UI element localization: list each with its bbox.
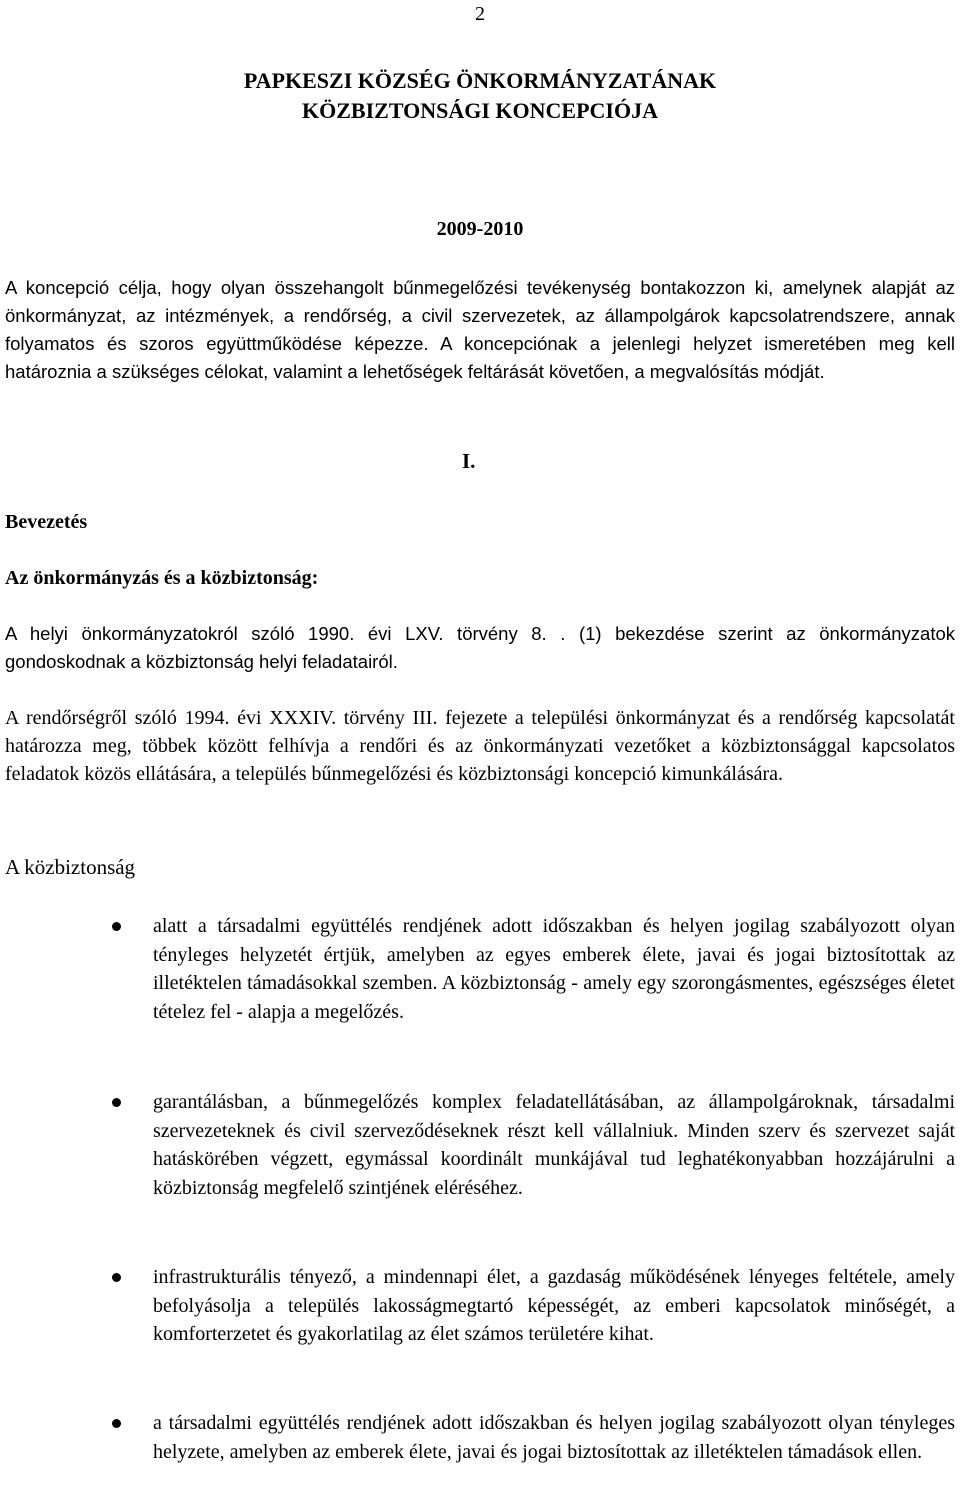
bullet-icon bbox=[112, 1273, 121, 1282]
document-title-line-1: PAPKESZI KÖZSÉG ÖNKORMÁNYZATÁNAK bbox=[243, 68, 717, 93]
bullet-item-2: garantálásban, a bűnmegelőzés komplex feladatellátásában, az állampolgároknak, társadalmi szervezeteknek és civil szerveződéseknek részt kell vállalniuk. Minden szerv és szervezet saját hatáskörében végzett, egymással koordinált munkájával tud leghatékonyabban hozzájárulni a közbiztonság megfelelő szintjének eléréséhez. bbox=[153, 1091, 955, 1199]
bullet-item-1: alatt a társadalmi együttélés rendjének adott időszakban és helyen jogilag szabályozott olyan tényleges helyzetét értjük, amelyben az egyes emberek élete, javai és jogai biztosítottak az illetéktelen támadásokkal szemben. A közbiztonság - amely egy szorongásmentes, egészséges életet tételez fel - alapja a megelőzés. bbox=[153, 915, 955, 1023]
bullet-item-3: infrastrukturális tényező, a mindennapi élet, a gazdaság működésének lényeges feltétele, amely befolyásolja a település lakosságmegtartó képességét, az emberi kapcsolatok minőségét, a komforterzetet és gyakorlatilag az élet számos területére kihat. bbox=[153, 1266, 955, 1346]
document-title-line-2: KÖZBIZTONSÁGI KONCEPCIÓJA bbox=[302, 98, 658, 123]
section-heading-bevezetes: Bevezetés bbox=[5, 511, 88, 533]
bullet-icon bbox=[112, 922, 121, 931]
law-1990-paragraph: A helyi önkormányzatokról szóló 1990. évi LXV. törvény 8. . (1) bekezdése szerint az önkormányzatok gondoskodnak a közbiztonság helyi feladatairól. bbox=[5, 623, 955, 672]
law-1994-paragraph: A rendőrségről szóló 1994. évi XXXIV. törvény III. fejezete a települési önkormányzat és a rendőrség kapcsolatát határozza meg, többek között felhívja a rendőri és az önkormányzati vezetőket a közbiztonsággal kapcsolatos feladatok közös ellátására, a település bűnmegelőzési és közbiztonsági koncepció kimunkálására. bbox=[5, 707, 955, 785]
bullet-icon bbox=[112, 1098, 121, 1107]
section-heading-onkormanyzas: Az önkormányzás és a közbiztonság: bbox=[5, 567, 319, 589]
bullet-item-4: a társadalmi együttélés rendjének adott időszakban és helyen jogilag szabályozott olyan tényleges helyzete, amelyben az emberek élete, javai és jogai biztosítottak az illetéktelen támadások ellen. bbox=[153, 1412, 955, 1463]
section-number: I. bbox=[462, 449, 476, 473]
page-number: 2 bbox=[475, 3, 485, 25]
section-heading-kozbiztonsag: A közbiztonság bbox=[5, 855, 136, 879]
bullet-icon bbox=[112, 1419, 121, 1428]
intro-paragraph: A koncepció célja, hogy olyan összehangolt bűnmegelőzési tevékenység bontakozzon ki, amelynek alapját az önkormányzat, az intézmények, a rendőrség, a civil szervezetek, az állampolgárok kapcsolatrendszere, annak folyamatos és szoros együttműködése képezze. A koncepciónak a jelenlegi helyzet ismeretében meg kell határoznia a szükséges célokat, valamint a lehetőségek feltárását követően, a megvalósítás módját. bbox=[5, 277, 955, 382]
document-years: 2009-2010 bbox=[436, 218, 524, 240]
